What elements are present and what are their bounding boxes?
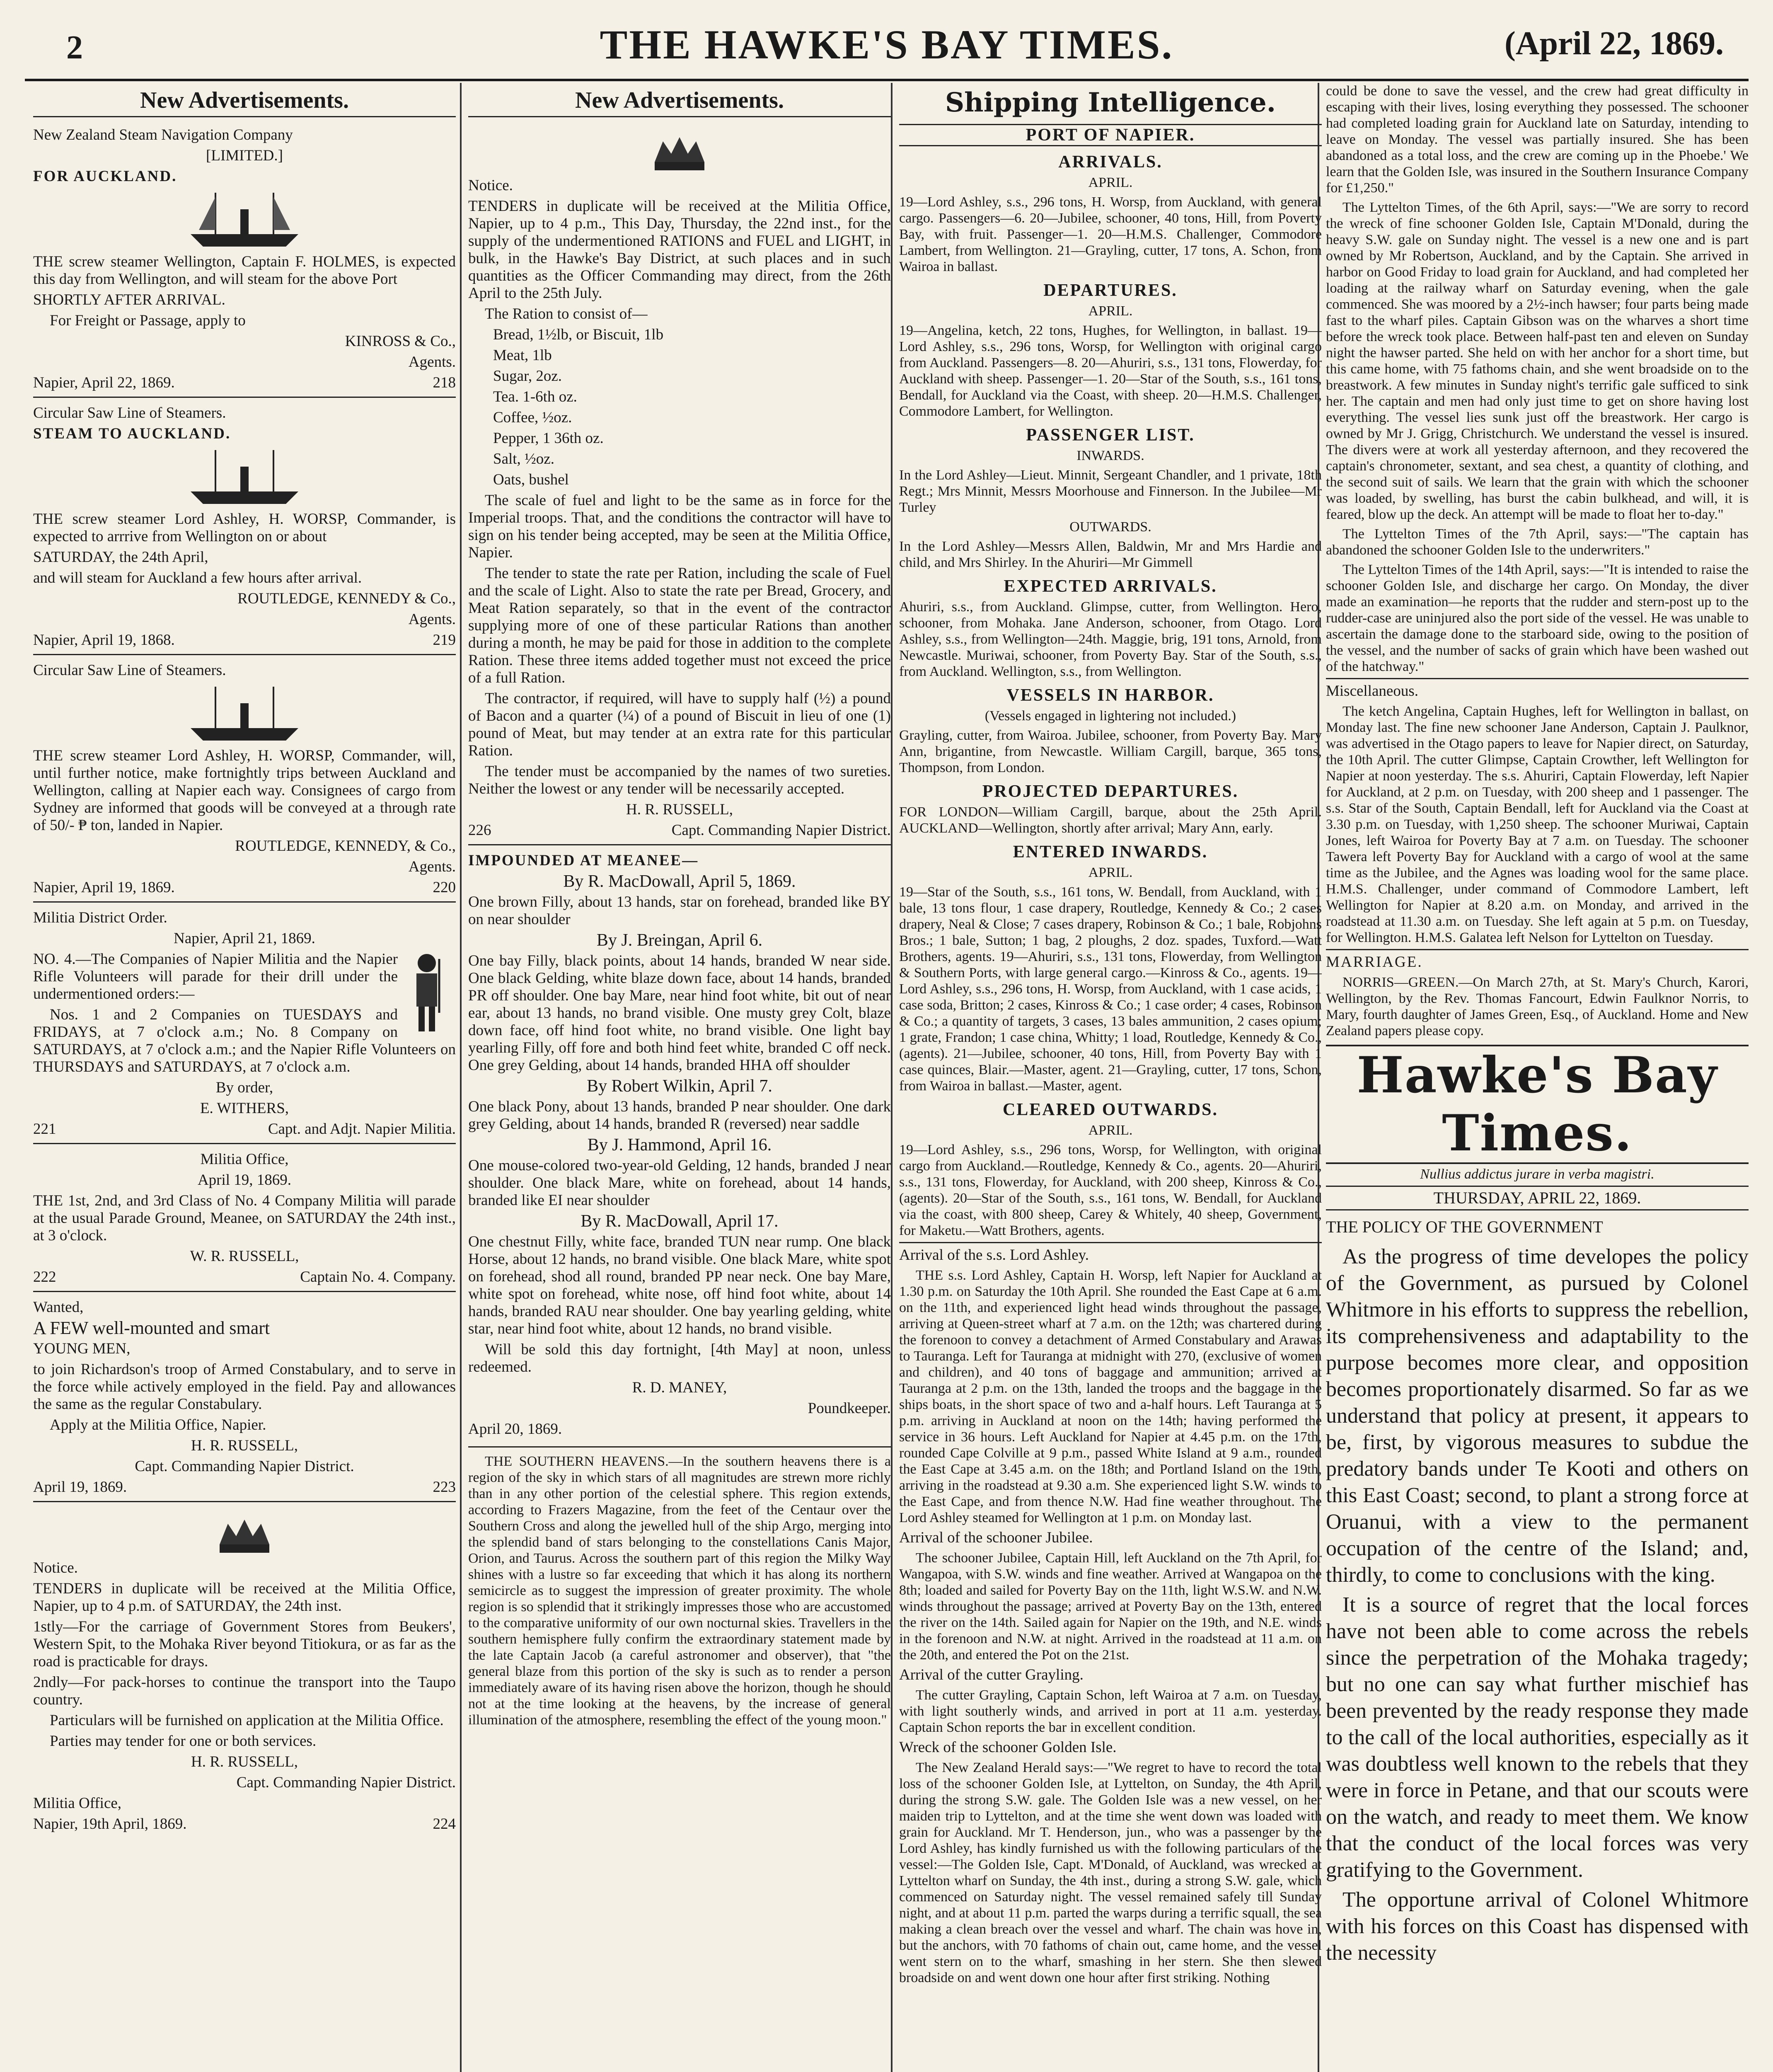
freight-text: For Freight or Passage, apply to (50, 312, 246, 329)
column-2 (468, 83, 891, 2072)
port-heading: PORT OF NAPIER. (899, 124, 1322, 146)
ashley-trips-text: THE screw steamer Lord Ashley, H. WORSP, Commander, will, until further notice, make fortnightly trips between Auckland and Wellington, calling at Napier each way. Consignees of cargo from Sydney are informed that goods will be conveyed at a through rate of 50/- ₱ ton, landed in Napier. (33, 747, 456, 834)
article-continuation: could be done to save the vessel, and the crew had great difficulty in escaping with their lives, losing everything they possessed. The schooner had completed loading grain for Auckland late on Saturday, intending to leave on Monday. The vessel was partially insured. She has been abandoned as a total loss, and the crew are coming up in the Phoebe.' We learn that the Golden Isle, was insured in the Southern Insurance Company for £1,250." (1326, 83, 1749, 196)
limited-label: [LIMITED.] (206, 147, 283, 164)
company-parade (33, 1144, 456, 1292)
wanted-heading: Wanted, (33, 1299, 84, 1316)
outwards-label: OUTWARDS. (1069, 519, 1151, 535)
article-heading: Arrival of the s.s. Lord Ashley. (899, 1242, 1322, 1264)
column-rule (891, 83, 893, 2072)
order-heading: Militia District Order. (33, 909, 167, 926)
pound-entry-text: One bay Filly, black points, about 14 hands, branded W near side. One black Gelding, white blaze down face, about 14 hands, branded PR off shoulder. One bay Mare, near hind foot white, bit out of near ear, about 13 hands, no brand visible. One musty grey Colt, blaze down face, off hind foot white, no brand visible. One light bay yearling Filly, off fore and both hind feet white, branded C off neck. One grey Gelding, about 14 hands, branded HHA off shoulder (468, 952, 891, 1074)
ration-item: Sugar, 2oz. (493, 368, 562, 385)
projected-text: FOR LONDON—William Cargill, barque, about the 25th April. AUCKLAND—Wellington, shortly after arrival; Mary Ann, early. (899, 804, 1322, 836)
officer-title: Capt. Commanding Napier District. (671, 822, 891, 839)
poundkeeper-title: Poundkeeper. (808, 1400, 891, 1417)
pound-entry-text: One black Pony, about 13 hands, branded P near shoulder. One dark grey Gelding, about 14 hands, branded R (reversed) near saddle (468, 1098, 891, 1133)
ration-item: Meat, 1lb (493, 347, 552, 364)
order-date: Napier, April 21, 1869. (174, 930, 315, 947)
royal-crest-icon (203, 1511, 286, 1557)
marriage-text: NORRIS—GREEN.—On March 27th, at St. Mary's Church, Karori, Wellington, by the Rev. Thomas Fancourt, Edwin Faulknor Norris, to Mary, fourth daughter of James Green, Esq., of Auckland. Home and New Zealand papers please copy. (1326, 975, 1749, 1038)
pound-entry-text: One chestnut Filly, white face, branded TUN near rump. One black Horse, about 12 hands, no brand visible. One black Mare, white spot on forehead, shod all round, branded PP near neck. One bay Mare, white spot on forehead, white nose, off hind foot white, about 14 hands, branded RAU near shoulder. One bay yearling gelding, white star, near hind foot white, about 12 hands, no brand visible. (468, 1233, 891, 1337)
ad-number: 222 (33, 1268, 56, 1285)
column-4 (1326, 83, 1749, 2072)
steam-heading: STEAM TO AUCKLAND. (33, 425, 231, 442)
pound-entry-by: By J. Hammond, April 16. (587, 1135, 772, 1155)
month-label: APRIL. (1088, 1123, 1133, 1138)
office-date: April 19, 1869. (197, 1172, 292, 1188)
article-heading: Wreck of the schooner Golden Isle. (899, 1739, 1117, 1756)
ad-number: 221 (33, 1121, 56, 1138)
editorial-heading: THE POLICY OF THE GOVERNMENT (1326, 1218, 1603, 1236)
departures-heading: DEPARTURES. (1043, 281, 1178, 300)
harbor-heading: VESSELS IN HARBOR. (1006, 686, 1214, 705)
outwards-text: In the Lord Ashley—Messrs Allen, Baldwin, Mr and Mrs Hardie and child, and Mrs Shirley. In the Ahuriri—Mr Gimmell (899, 539, 1322, 570)
pound-entry-text: One brown Filly, about 13 hands, star on forehead, branded like BY on near shoulder (468, 893, 891, 928)
ration-item: Oats, bushel (493, 471, 569, 488)
entered-heading: ENTERED INWARDS. (1013, 842, 1208, 862)
steamship-icon (182, 446, 307, 508)
ration-item: Salt, ½oz. (493, 450, 554, 467)
officer-name: H. R. RUSSELL, (191, 1437, 298, 1454)
agent-label: Agents. (408, 611, 456, 628)
newspaper-title: THE HAWKE'S BAY TIMES. (600, 22, 1174, 68)
tender-text: TENDERS in duplicate will be received at the Militia Office, Napier, up to 4 p.m. of SATURDAY, the 24th inst. (33, 1580, 456, 1615)
ad-number: 218 (433, 374, 456, 391)
editorial-paragraph: The opportune arrival of Colonel Whitmore with his forces on this Coast has dispensed with the necessity (1326, 1888, 1749, 1965)
column-3 (899, 83, 1322, 2072)
harbor-text: Grayling, cutter, from Wairoa. Jubilee, schooner, from Poverty Bay. Mary Ann, brigantine, from Newcastle. William Cargill, barque, 365 tons, Thompson, from London. (899, 728, 1322, 775)
article-text: The cutter Grayling, Captain Schon, left Wairoa at 7 a.m. on Tuesday, with light southerly winds, and arrived in port at 11 a.m. yesterday. Captain Schon reports the bar in excellent condition. (899, 1687, 1322, 1735)
ad-date: April 19, 1869. (33, 1479, 127, 1496)
steamship-icon (182, 189, 307, 251)
parties-text: Parties may tender for one or both services. (50, 1733, 317, 1750)
cleared-heading: CLEARED OUTWARDS. (1002, 1100, 1219, 1119)
ad-number: 224 (433, 1815, 456, 1832)
ad-date: Napier, April 19, 1868. (33, 632, 175, 649)
agent-name: ROUTLEDGE, KENNEDY, & Co., (235, 838, 456, 854)
officer-title: Capt. and Adjt. Napier Militia. (268, 1121, 456, 1138)
pound-entry-by: By Robert Wilkin, April 7. (587, 1077, 772, 1096)
departures-text: 19—Angelina, ketch, 22 tons, Hughes, for Wellington, in ballast. 19—Lord Ashley, s.s., 296 tons, Worsp, for Wellington with original cargo from Auckland. Passengers—8. 20—Ahuriri, s.s., 131 tons, Flowerday, for Auckland with sheep. Passenger—1. 20—Star of the South, s.s., 161 tons, Bendall, for Auckland via the Coast, with sheep. 20—H.M.S. Challenger, Commodore Lambert, for Wellington. (899, 323, 1322, 419)
column-1 (33, 83, 456, 2072)
line-name: Circular Saw Line of Steamers. (33, 404, 226, 421)
pound-entry-by: By R. MacDowall, April 17. (581, 1212, 779, 1231)
month-label: APRIL. (1088, 175, 1133, 190)
month-label: APRIL. (1088, 303, 1133, 319)
editorial-paragraph: It is a source of regret that the local forces have not been able to come across the rebels since the perpetration of the Mohaka tragedy; but no one can say what further mischief has been prevented by the ready response they made to the call of the local authorities, especially as it was doubtless well known to the rebels that they were in force in Petane, and that our scouts were on the watch, and ready to meet them. We know that the conduct of the local forces was very gratifying to the Government. (1326, 1593, 1749, 1882)
advert-lord-ashley (33, 398, 456, 655)
ration-item: Coffee, ½oz. (493, 409, 572, 426)
officer-name: W. R. RUSSELL, (190, 1248, 299, 1265)
ashley-text-2: and will steam for Auckland a few hours after arrival. (33, 569, 362, 586)
line-name: Circular Saw Line of Steamers. (33, 662, 226, 679)
lyttelton-report-1: The Lyttelton Times, of the 6th April, says:—"We are sorry to record the wreck of fine schooner Golden Isle, Captain M'Donald, during the heavy S.W. gale on Sunday night. The vessel is a new one and is part owned by Mr Robertson, Auckland, and by the Captain. She arrived in harbor on Good Friday to load grain for Auckland, and had completed her loading at the railway wharf on Saturday evening, when the gale commenced. She was moored by a 2½-inch hawser; four parts being made fast to the wharf piles. Captain Gibson was on the wharves a short time before the wreck took place. Between half-past ten and eleven on Sunday night the hawser parted. She held on with her anchor for a short time, but this came home, with 75 fathoms chain, and she went broadside on to the breastwork. A few minutes in Sunday night's terrific gale sufficed to sink her. The captain and men had only just time to get on shore having lost everything. The vessel lies sunk just off the breastwork. Her cargo is owned by Mr J. Grigg, Christchurch. We understand the vessel is insured. The divers were at work all yesterday afternoon, and they recovered the captain's chronometer, sextant, and sea chest, a quantity of clothing, and the second suit of sails. We learn that the grain with which the schooner was loaded, by swelling, has burst the cabin bulkhead, and will, it is feared, blow up the deck. An attempt will be made to float her to-day." (1326, 200, 1749, 522)
officer-title: Capt. Commanding Napier District. (236, 1774, 456, 1791)
inwards-label: INWARDS. (1076, 448, 1144, 463)
steamship-icon (182, 683, 307, 745)
column-rule (460, 83, 462, 2072)
ad-number: 219 (433, 632, 456, 649)
impounded-notice (468, 845, 891, 1447)
young-men-label: YOUNG MEN, (33, 1340, 131, 1357)
apply-text: Apply at the Militia Office, Napier. (50, 1416, 266, 1433)
tender-rate-text: The tender to state the rate per Ration, including the scale of Fuel and the scale of Light. Also to state the rate per Bread, Grocery, and Meat Ration separately, so that in the event of the contractor supplying more of one of these particular Rations than another during a month, he may be paid for those in addition to the complete Ration. These three items added together must not exceed the price of a full Ration. (468, 565, 891, 686)
contractor-text: The contractor, if required, will have to supply half (½) a pound of Bacon and a quarter (¼) of a pound of Biscuit in lieu of one (1) pound of Meat, but may tender at an extra rate for this particular Ration. (468, 690, 891, 759)
notice-heading: Notice. (33, 1559, 78, 1576)
tender-second: 2ndly—For pack-horses to continue the transport into the Taupo country. (33, 1674, 456, 1708)
destination-heading: FOR AUCKLAND. (33, 168, 177, 185)
officer-title: Captain No. 4. Company. (300, 1268, 456, 1285)
passenger-heading: PASSENGER LIST. (1026, 426, 1195, 445)
officer-name: E. WITHERS, (200, 1100, 289, 1117)
paper-masthead: Hawke's Bay Times. (1326, 1045, 1749, 1164)
advert-wellington (33, 120, 456, 398)
harbor-note: (Vessels engaged in lightering not included.) (984, 708, 1236, 724)
saturday-label: SATURDAY, the 24th April, (33, 549, 208, 566)
article-text: The New Zealand Herald says:—"We regret to have to record the total loss of the schooner Golden Isle, at Lyttelton, on Sunday, the 4th April, during the strong S.W. gale. The Golden Isle was a new vessel, on her maiden trip to Lyttelton, and at the time she went down was loaded with grain for Auckland. Mr T. Henderson, jun., who was a passenger by the Lord Ashley, has kindly furnished us with the following particulars of the vessel:—The Golden Isle, Capt. M'Donald, of Auckland, was wrecked at Lyttelton wharf on Sunday, the 4th inst., during a strong S.W. gale, which commenced on Saturday night. The vessel remained safely till Sunday night, and at about 11 p.m. parted the warps during a terrific squall, the sea making a clean breach over the vessel and wharf. The chain was hove in, but the anchors, with 70 fathoms of chain out, came home, and the vessel went stern on to the wharf, smashing in her stern. She then slewed broadside on and went down one hour after first striking. Nothing (899, 1760, 1322, 1985)
sureties-text: The tender must be accompanied by the names of two sureties. Neither the lowest or any tender will be necessarily accepted. (468, 763, 891, 797)
parade-text: THE 1st, 2nd, and 3rd Class of No. 4 Company Militia will parade at the usual Parade Ground, Meanee, on SATURDAY the 24th inst., at 3 o'clock. (33, 1192, 456, 1244)
lyttelton-report-2: The Lyttelton Times of the 7th April, says:—"The captain has abandoned the schooner Golden Isle to the underwriters." (1326, 526, 1749, 558)
officer-title: Capt. Commanding Napier District. (135, 1458, 354, 1475)
expected-text: Ahuriri, s.s., from Auckland. Glimpse, cutter, from Wellington. Hero, schooner, from Mohaka. Jane Anderson, schooner, from Otago. Lord Ashley, s.s., from Wellington—24th. Maggie, brig, 191 tons, Arnold, from Newcastle. Muriwai, schooner, from Poverty Bay. Star of the South, s.s., from Auckland. Wellington, s.s., from Wellington. (899, 599, 1322, 679)
advert-fortnightly (33, 655, 456, 903)
agent-name: KINROSS & Co., (345, 333, 456, 350)
sale-text: Will be sold this day fortnight, [4th May] at noon, unless redeemed. (468, 1341, 891, 1375)
officer-name: H. R. RUSSELL, (191, 1753, 298, 1770)
tender-first: 1stly—For the carriage of Government Stores from Beukers', Western Spit, to the Mohaka River beyond Titiokura, or as far as the road is practicable for drays. (33, 1618, 456, 1670)
shortly-label: SHORTLY AFTER ARRIVAL. (33, 291, 225, 308)
order-text: NO. 4.—The Companies of Napier Militia and the Napier Rifle Volunteers will parade for their drill under the undermentioned orders:— (33, 951, 398, 1002)
masthead (25, 12, 1749, 81)
projected-heading: PROJECTED DEPARTURES. (982, 782, 1239, 801)
expected-heading: EXPECTED ARRIVALS. (1004, 577, 1217, 596)
ad-date: April 20, 1869. (468, 1421, 562, 1438)
editorial-date: THURSDAY, APRIL 22, 1869. (1326, 1186, 1749, 1210)
article-text: The schooner Jubilee, Captain Hill, left Auckland on the 7th April, for Wangapoa, with S.W. winds and fine weather. Arrived at Wangapoa on the 8th; loaded and sailed for Poverty Bay on the 11th, light W.S.W. and N.W. winds throughout the passage; arrived at Poverty Bay on the 13th, entered the river on the 14th. Sailed again for Napier on the 19th, and N.E. winds in the forenoon and N.W. at night. Arrived in the roadstead at 11 a.m. on the 20th, and entered the Pot on the 21st. (899, 1550, 1322, 1663)
agent-label: Agents. (408, 858, 456, 875)
page-number: 2 (66, 29, 83, 66)
tender-text: TENDERS in duplicate will be received at the Militia Office, Napier, up to 4 p.m., This Day, Thursday, the 22nd inst., for the supply of the undermentioned RATIONS and FUEL and LIGHT, in bulk, in the Hawke's Bay District, at such places and in such quantities as the Officer Commanding may direct, from the 26th April to the 25th July. (468, 198, 891, 302)
wellington-text: THE screw steamer Wellington, Captain F. HOLMES, is expected this day from Wellington, and will steam for the above Port (33, 253, 456, 288)
ashley-text: THE screw steamer Lord Ashley, H. WORSP, Commander, is expected to arrrive from Wellington on or about (33, 511, 456, 545)
inwards-text: In the Lord Ashley—Lieut. Minnit, Sergeant Chandler, and 1 private, 18th Regt.; Mrs Minnit, Messrs Moorhouse and Finnerson. In the Jubilee—Mr Turley (899, 467, 1322, 515)
marriage-heading: MARRIAGE. (1326, 949, 1749, 971)
ad-number: 220 (433, 879, 456, 896)
lyttelton-report-3: The Lyttelton Times of the 14th April, says:—"It is intended to raise the schooner Golden Isle, and discharge her cargo. On Monday, the diver made an examination—he reports that the rudder and stern-post up to the rudder-case are uninjured also the port side of the vessel. He was unable to ascertain the damage done to the starboard side, owing to the position of the vessel, and the number of sacks of grain which have been washed out of the hatchway." (1326, 562, 1749, 674)
ration-item: Tea. 1-6th oz. (493, 388, 577, 405)
pound-entry-by: By R. MacDowall, April 5, 1869. (563, 872, 796, 891)
ad-date: Napier, April 22, 1869. (33, 374, 175, 391)
office-label: Militia Office, (200, 1151, 289, 1168)
office-label: Militia Office, (33, 1795, 122, 1812)
shipping-heading: Shipping Intelligence. (945, 87, 1276, 118)
ration-heading: The Ration to consist of— (485, 305, 648, 322)
ad-date: Napier, 19th April, 1869. (33, 1815, 187, 1832)
pound-entry-text: One mouse-colored two-year-old Gelding, 12 hands, branded J near shoulder. One black Mare, white on forehead, about 14 hands, branded like EI near shoulder (468, 1157, 891, 1209)
article-text: THE SOUTHERN HEAVENS.—In the southern heavens there is a region of the sky in which stars of all magnitudes are strewn more richly than in any other portion of the celestial sphere. This region extends, according to Frazers Magazine, from the feet of the Centaur over the Southern Cross and along the jewelled hull of the ship Argo, merging into the splendid band of stars belonging to the constellations Canis Major, Orion, and Taurus. Across the southern part of this region the Milky Way shines with a lustre so far exceeding that which it has along its northern semicircle as to suggest the impression of greater proximity. The whole region is so splendid that it strikingly impresses those who are accustomed to the comparative uniformity of our own nocturnal skies. Travellers in the southern hemisphere fully confirm the extraordinary statement made by the late Captain Jacob (a careful astronomer and observer), that "the general blaze from this portion of the sky is such as to render a person immediately aware of its having risen above the horizon, though he should not at the time looking at the heavens, by the increase of general illumination of the atmosphere, resembling the effect of the young moon." (468, 1454, 891, 1728)
impounded-heading: IMPOUNDED AT MEANEE— (468, 852, 699, 869)
royal-crest-icon (638, 129, 721, 174)
wanted-intro: A FEW well-mounted and smart (33, 1318, 270, 1338)
particulars-text: Particulars will be furnished on application at the Militia Office. (50, 1712, 444, 1729)
officer-name: H. R. RUSSELL, (626, 801, 733, 818)
agent-name: ROUTLEDGE, KENNEDY & Co., (237, 590, 456, 607)
ration-item: Pepper, 1 36th oz. (493, 430, 604, 447)
article-text: THE s.s. Lord Ashley, Captain H. Worsp, left Napier for Auckland at 1.30 p.m. on Saturday the 10th April. She rounded the East Cape at 6 a.m. on the 11th, and experienced light head winds throughout the passage, arriving at Queen-street wharf at 7 a.m. on the 12th; was chartered during the forenoon to convey a detachment of Armed Constabulary and Arawas to Tauranga. Left for Tauranga at midnight with 270, (exclusive of women and children), and 40 tons of baggage and ammunition; arrived at Tauranga at 2 p.m. on the 13th, landed the troops and the baggage in the ships boats, in the short space of two and a-half hours. Left Tauranga at 5 p.m. arriving in Auckland at noon on the 14th; having performed the service in 36 hours. Left Auckland for Napier at 4.45 p.m. on the 17th, rounded Cape Colville at 9 p.m., passed White Island at 9 a.m., rounded the East Cape at 3.45 a.m. on the 18th; and Portland Island on the 19th, arriving in the roadstead at 9.30 a.m. She experienced light S.W. winds to the East Cape, and from thence N.W. Had fine weather throughout. The Lord Ashley steamed for Wellington at 1 p.m. on Monday last. (899, 1268, 1322, 1525)
motto: Nullius addictus jurare in verba magistri. (1420, 1167, 1654, 1182)
editorial-paragraph: As the progress of time developes the policy of the Government, as pursued by Colonel Whitmore in his efforts to suppress the rebellion, its comprehensiveness and adaptability to the purpose becomes more clear, and opposition becomes proportionately disarmed. So far as we understand that policy at present, it appears to be, first, by vigorous measures to subdue the predatory bands under Te Kooti and others on this East Coast; second, to plant a strong force at Oruanui, with a view to the permanent occupation of the centre of the Island; and, thirdly, to come to conclusions with the king. (1326, 1245, 1749, 1587)
issue-date: (April 22, 1869. (1505, 25, 1724, 62)
cleared-text: 19—Lord Ashley, s.s., 296 tons, Worsp, for Wellington, with original cargo from Auckland.—Routledge, Kennedy & Co., agents. 20—Ahuriri, s.s., 131 tons, Flowerday, for Auckland, with 200 sheep, Kinross & Co., (agents). 20—Star of the South, s.s., 161 tons, W. Bendall, for Auckland via the coast, with 800 sheep, Carey & Whitely, 40 sheep, Government, for Maketu.—Watt Brothers, agents. (899, 1142, 1322, 1238)
ad-date: Napier, April 19, 1869. (33, 879, 175, 896)
ration-item: Bread, 1½lb, or Biscuit, 1lb (493, 326, 664, 343)
by-order: By order, (215, 1079, 273, 1096)
ad-number: 226 (468, 822, 491, 839)
editorial (1326, 1214, 1749, 1966)
militia-order (33, 903, 456, 1144)
impounded-list (468, 873, 891, 1338)
agent-label: Agents. (408, 353, 456, 370)
misc-heading: Miscellaneous. (1326, 678, 1749, 700)
article-heading: Arrival of the schooner Jubilee. (899, 1529, 1093, 1546)
wanted-advert (33, 1292, 456, 1502)
transport-notice (33, 1502, 456, 1838)
company-name: New Zealand Steam Navigation Company (33, 126, 293, 143)
wanted-body: to join Richardson's troop of Armed Constabulary, and to serve in the force while actively employed in the field. Pay and allowances the same as the regular Constabulary. (33, 1361, 456, 1413)
poundkeeper-name: R. D. MANEY, (632, 1379, 727, 1396)
order-companies: Nos. 1 and 2 Companies on TUESDAYS and FRIDAYS, at 7 o'clock a.m.; No. 8 Company on SATURDAYS, at 7 o'clock a.m.; and the Napier Rifle Volunteers on THURSDAYS and SATURDAYS, at 7 o'clock a.m. (33, 1006, 456, 1075)
notice-heading: Notice. (468, 177, 513, 194)
entered-text: 19—Star of the South, s.s., 161 tons, W. Bendall, from Auckland, with 1 bale, 13 tons flour, 1 case drapery, Routledge, Kennedy & Co.; 2 cases drapery, Neal & Close; 7 cases drapery, Robinson & Co.; 1 bale, Robjohns Bros.; 1 bale, Sutton; 1 bag, 2 ploughs, 2 doz. spades, Tuxford.—Watt Brothers, agents. 19—Ahuriri, s.s., 131 tons, Flowerday, from Wellington & Southern Ports, with large general cargo.—Kinross & Co., agents. 19—Lord Ashley, s.s., 296 tons, H. Worsp, from Auckland, with 1 case acids, 1 case soda, Britton; 2 cases, Kinross & Co.; 1 case order; 4 cases, Robinson & Co.; a quantity of targets, 3 cases, 13 bales ammunition, 2 cases opium; 1 grate, Frandon; 1 case china, Whitty; 1 load, Routledge, Kennedy & Co., (agents). 21—Jubilee, schooner, 40 tons, Hill, from Poverty Bay with 1 case quinces, Blair.—Master, agent. 21—Grayling, cutter, 17 tons, Schon, from Wairoa in ballast.—Master, agent. (899, 884, 1322, 1094)
ad-number: 223 (433, 1479, 456, 1496)
misc-text: The ketch Angelina, Captain Hughes, left for Wellington in ballast, on Monday last. The fine new schooner Jane Anderson, Captain J. Paulknor, was advertised in the Otago papers to leave for Napier direct, on Saturday, the 10th April. The cutter Glimpse, Captain Crowther, left Wellington for Napier at noon yesterday. The s.s. Ahuriri, Captain Flowerday, left Napier for Auckland, at 2 p.m. on Tuesday, with 200 sheep and 1 passenger. The s.s. Star of the South, Captain Bendall, left for Auckland via the Coast at 3.30 p.m. on Tuesday, with 1,250 sheep. The schooner Muriwai, Captain Jones, left Wairoa for Poverty Bay at 7 a.m. on Tuesday. The schooner Tawera left Poverty Bay for Auckland with a cargo of wool at the same time as the Jubilee, and the Agnes was loading wool for the same place. H.M.S. Challenger, under command of Commodore Lambert, left Wellington for Napier at 8.20 a.m. on Monday, and arrived in the roadstead at 11.30 a.m. on Tuesday. She left again at 5 p.m. on Tuesday, for Wellington. H.M.S. Galatea left Nelson for Lyttelton on Tuesday. (1326, 704, 1749, 945)
arrivals-text: 19—Lord Ashley, s.s., 296 tons, H. Worsp, from Auckland, with general cargo. Passengers—6. 20—Jubilee, schooner, 40 tons, Hill, from Poverty Bay, with fruit. Passenger—1. 20—H.M.S. Challenger, Commodore Lambert, from Wellington. 21—Grayling, cutter, 17 tons, A. Schon, from Wairoa in ballast. (899, 194, 1322, 274)
pound-entry-by: By J. Breingan, April 6. (596, 931, 763, 950)
ration-list (468, 326, 891, 489)
arrivals-heading: ARRIVALS. (1058, 152, 1163, 172)
soldier-icon (398, 951, 456, 1034)
article-heading: Arrival of the cutter Grayling. (899, 1666, 1084, 1683)
scale-text: The scale of fuel and light to be the same as in force for the Imperial troops. That, and the conditions the contractor will have to sign on his tender being accepted, may be seen at the Militia Office, Napier. (468, 492, 891, 561)
month-label: APRIL. (1088, 865, 1133, 880)
southern-heavens-article (468, 1447, 891, 1728)
section-heading: New Advertisements. (33, 87, 456, 117)
section-heading: New Advertisements. (468, 87, 891, 117)
rations-notice (468, 120, 891, 845)
